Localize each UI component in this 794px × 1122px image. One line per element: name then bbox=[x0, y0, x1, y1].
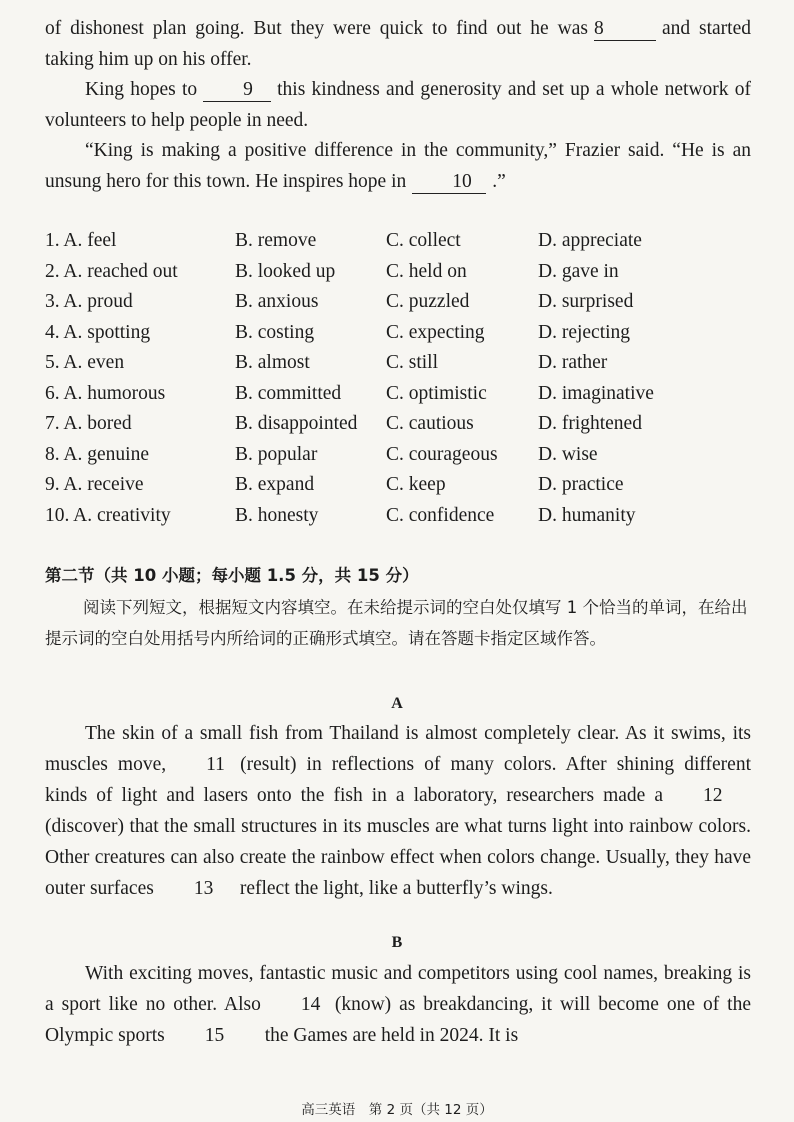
option-b: B. disappointed bbox=[235, 413, 358, 434]
passage-paragraph-1 bbox=[45, 13, 751, 75]
passage-paragraph-3 bbox=[45, 135, 751, 197]
passage-a-text bbox=[45, 718, 751, 904]
option-a: 7. A. bored bbox=[45, 413, 132, 434]
paragraph-text: (result) in reflections of many colors. After shining different kinds of light and lasers onto the fish in a laboratory, researchers made a bbox=[45, 754, 751, 806]
paragraph-text: King hopes to bbox=[85, 79, 198, 100]
paragraph-text: .” bbox=[492, 171, 506, 192]
blank-12: 12 bbox=[703, 785, 723, 806]
section-instructions: 阅读下列短文，根据短文内容填空。在未给提示词的空白处仅填写 1 个恰当的单词，在给出提示词的空白处用括号内所给词的正确形式填空。请在答题卡指定区域作答。 bbox=[45, 598, 748, 648]
option-d: D. rather bbox=[538, 352, 608, 373]
paragraph-text: reflect the light, like a butterfly’s wings. bbox=[239, 878, 553, 899]
blank-10: 10 bbox=[412, 171, 486, 194]
blank-13: 13 bbox=[193, 878, 214, 899]
option-row bbox=[45, 287, 765, 318]
option-a: 2. A. reached out bbox=[45, 260, 178, 282]
option-b: B. remove bbox=[235, 230, 317, 251]
option-d: D. rejecting bbox=[538, 321, 631, 343]
option-b: B. looked up bbox=[235, 260, 336, 282]
option-row bbox=[45, 318, 765, 349]
option-b: B. popular bbox=[235, 443, 318, 465]
page-footer: 高三英语 第 2 页（共 12 页） bbox=[301, 1102, 493, 1118]
paragraph-text: and started taking him up on his offer. bbox=[45, 18, 751, 70]
paragraph-text: (know) as breakdancing, it will become one of the Olympic sports bbox=[45, 994, 751, 1046]
paragraph-text: the Games are held in 2024. It is bbox=[264, 1025, 519, 1046]
option-a: 4. A. spotting bbox=[45, 321, 151, 343]
option-row bbox=[45, 348, 765, 379]
option-b: B. almost bbox=[235, 352, 310, 373]
answer-options bbox=[45, 226, 765, 531]
option-a: 10. A. creativity bbox=[45, 504, 171, 526]
option-b: B. honesty bbox=[235, 504, 319, 526]
option-a: 1. A. feel bbox=[45, 230, 117, 251]
option-c: C. collect bbox=[386, 230, 461, 251]
blank-15: 15 bbox=[204, 1025, 225, 1046]
option-row bbox=[45, 470, 765, 501]
option-row bbox=[45, 409, 765, 440]
option-a: 6. A. humorous bbox=[45, 382, 166, 404]
option-row bbox=[45, 501, 765, 532]
paragraph-text: of dishonest plan going. But they were quick to find out he was bbox=[45, 18, 588, 39]
option-c: C. cautious bbox=[386, 413, 474, 434]
option-a: 8. A. genuine bbox=[45, 443, 149, 465]
option-b: B. anxious bbox=[235, 291, 319, 312]
passage-paragraph-2 bbox=[45, 74, 751, 136]
option-d: D. wise bbox=[538, 443, 598, 465]
option-c: C. expecting bbox=[386, 321, 485, 343]
option-row bbox=[45, 379, 765, 410]
option-d: D. gave in bbox=[538, 260, 619, 282]
option-row bbox=[45, 257, 765, 288]
option-row bbox=[45, 226, 765, 257]
option-c: C. still bbox=[386, 352, 439, 373]
option-d: D. humanity bbox=[538, 504, 636, 526]
paragraph-text: (discover) that the small structures in its muscles are what turns light into rainbow colors. Other creatures can also create the rainbow effect when colors change. Usually, they have outer surfaces bbox=[45, 816, 751, 899]
blank-9: 9 bbox=[203, 79, 271, 102]
option-b: B. committed bbox=[235, 382, 342, 404]
option-c: C. confidence bbox=[386, 504, 495, 526]
paragraph-text: “King is making a positive difference in the community,” Frazier said. “He is an unsung hero for this town. He inspires hope in bbox=[45, 140, 751, 192]
blank-14: 14 bbox=[300, 994, 321, 1015]
paragraph-text: The skin of a small fish from Thailand is almost completely clear. As it swims, its muscles move, bbox=[45, 723, 751, 775]
option-d: D. imaginative bbox=[538, 382, 654, 404]
option-c: C. optimistic bbox=[386, 382, 487, 404]
option-a: 3. A. proud bbox=[45, 291, 133, 312]
option-c: C. held on bbox=[386, 260, 467, 282]
blank-8: 8 bbox=[594, 18, 656, 41]
passage-b-heading: B bbox=[391, 934, 403, 951]
option-c: C. keep bbox=[386, 474, 446, 495]
paragraph-text: With exciting moves, fantastic music and competitors using cool names, breaking is a sport like no other. Also bbox=[45, 963, 751, 1015]
option-c: C. puzzled bbox=[386, 291, 470, 312]
option-a: 9. A. receive bbox=[45, 474, 144, 495]
option-d: D. frightened bbox=[538, 413, 642, 434]
paragraph-text: this kindness and generosity and set up a whole network of volunteers to help people in need. bbox=[45, 79, 751, 131]
option-d: D. surprised bbox=[538, 291, 634, 312]
option-d: D. practice bbox=[538, 474, 624, 495]
passage-a-heading: A bbox=[391, 695, 403, 712]
section-title: 第二节（共 10 小题；每小题 1.5 分，共 15 分） bbox=[45, 566, 419, 585]
option-d: D. appreciate bbox=[538, 230, 642, 251]
option-a: 5. A. even bbox=[45, 352, 125, 373]
blank-11: 11 bbox=[206, 754, 225, 775]
passage-b-text bbox=[45, 958, 751, 1051]
option-b: B. expand bbox=[235, 474, 315, 495]
option-row bbox=[45, 440, 765, 471]
option-b: B. costing bbox=[235, 321, 315, 343]
option-c: C. courageous bbox=[386, 443, 498, 465]
